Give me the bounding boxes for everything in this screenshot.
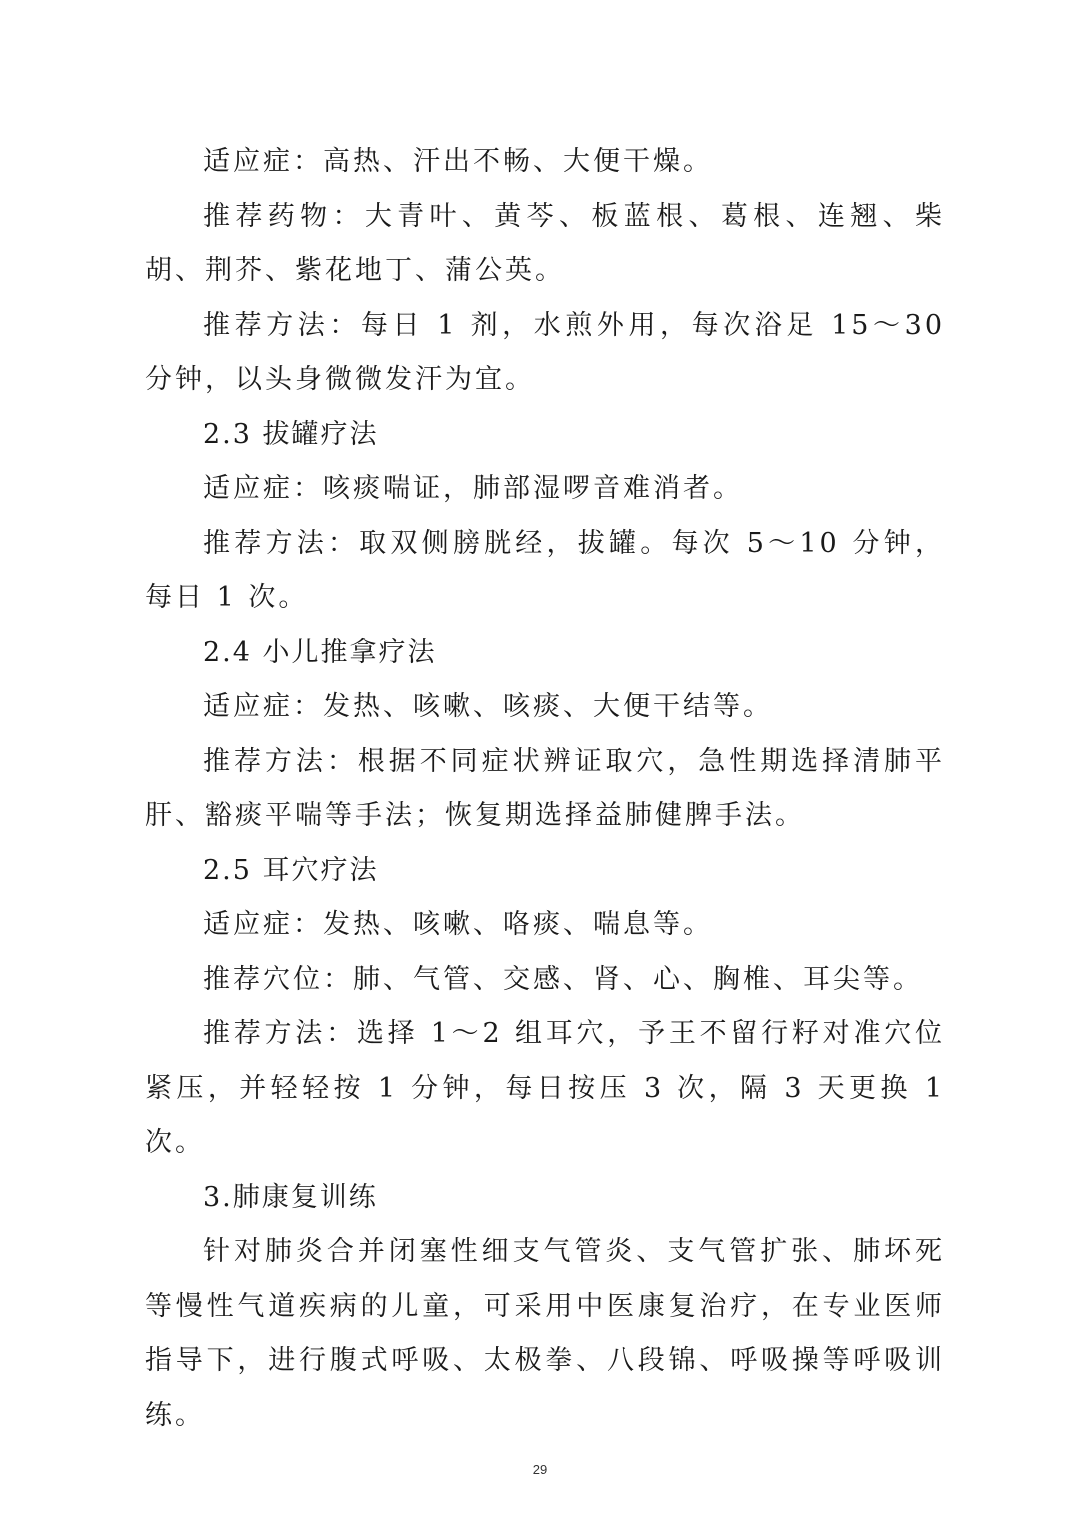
section-heading-auricular: 2.5 耳穴疗法	[203, 854, 379, 886]
auricular-points-paragraph: 推荐穴位：肺、气管、交感、肾、心、胸椎、耳尖等。	[203, 963, 923, 995]
cupping-method-paragraph: 推荐方法：取双侧膀胱经，拔罐。每次 5～10 分钟，每日 1 次。	[145, 527, 945, 613]
indication-paragraph: 适应症：高热、汗出不畅、大便干燥。	[203, 146, 713, 177]
page-number: 29	[532, 1462, 548, 1477]
auricular-indication-paragraph: 适应症：发热、咳嗽、咯痰、喘息等。	[203, 909, 713, 940]
massage-indication-paragraph: 适应症：发热、咳嗽、咳痰、大便干结等。	[203, 691, 773, 722]
page-body	[145, 135, 945, 1443]
recommended-method-paragraph: 推荐方法：每日 1 剂，水煎外用，每次浴足 15～30 分钟，以头身微微发汗为宜。	[145, 309, 945, 395]
recommended-drugs-paragraph: 推荐药物：大青叶、黄芩、板蓝根、葛根、连翘、柴胡、荆芥、紫花地丁、蒲公英。	[145, 200, 945, 286]
rehab-paragraph: 针对肺炎合并闭塞性细支气管炎、支气管扩张、肺坏死等慢性气道疾病的儿童，可采用中医康复治疗，在专业医师指导下，进行腹式呼吸、太极拳、八段锦、呼吸操等呼吸训练。	[145, 1236, 945, 1431]
massage-method-paragraph: 推荐方法：根据不同症状辨证取穴，急性期选择清肺平肝、豁痰平喘等手法；恢复期选择益肺健脾手法。	[145, 745, 945, 831]
cupping-indication-paragraph: 适应症：咳痰喘证，肺部湿啰音难消者。	[203, 473, 743, 504]
section-heading-pediatric-massage: 2.4 小儿推拿疗法	[203, 636, 437, 668]
section-heading-rehab: 3.肺康复训练	[203, 1181, 378, 1213]
auricular-method-paragraph: 推荐方法：选择 1～2 组耳穴，予王不留行籽对准穴位紧压，并轻轻按 1 分钟，每日按压 3 次，隔 3 天更换 1 次。	[145, 1018, 945, 1158]
section-heading-cupping: 2.3 拔罐疗法	[203, 418, 379, 450]
